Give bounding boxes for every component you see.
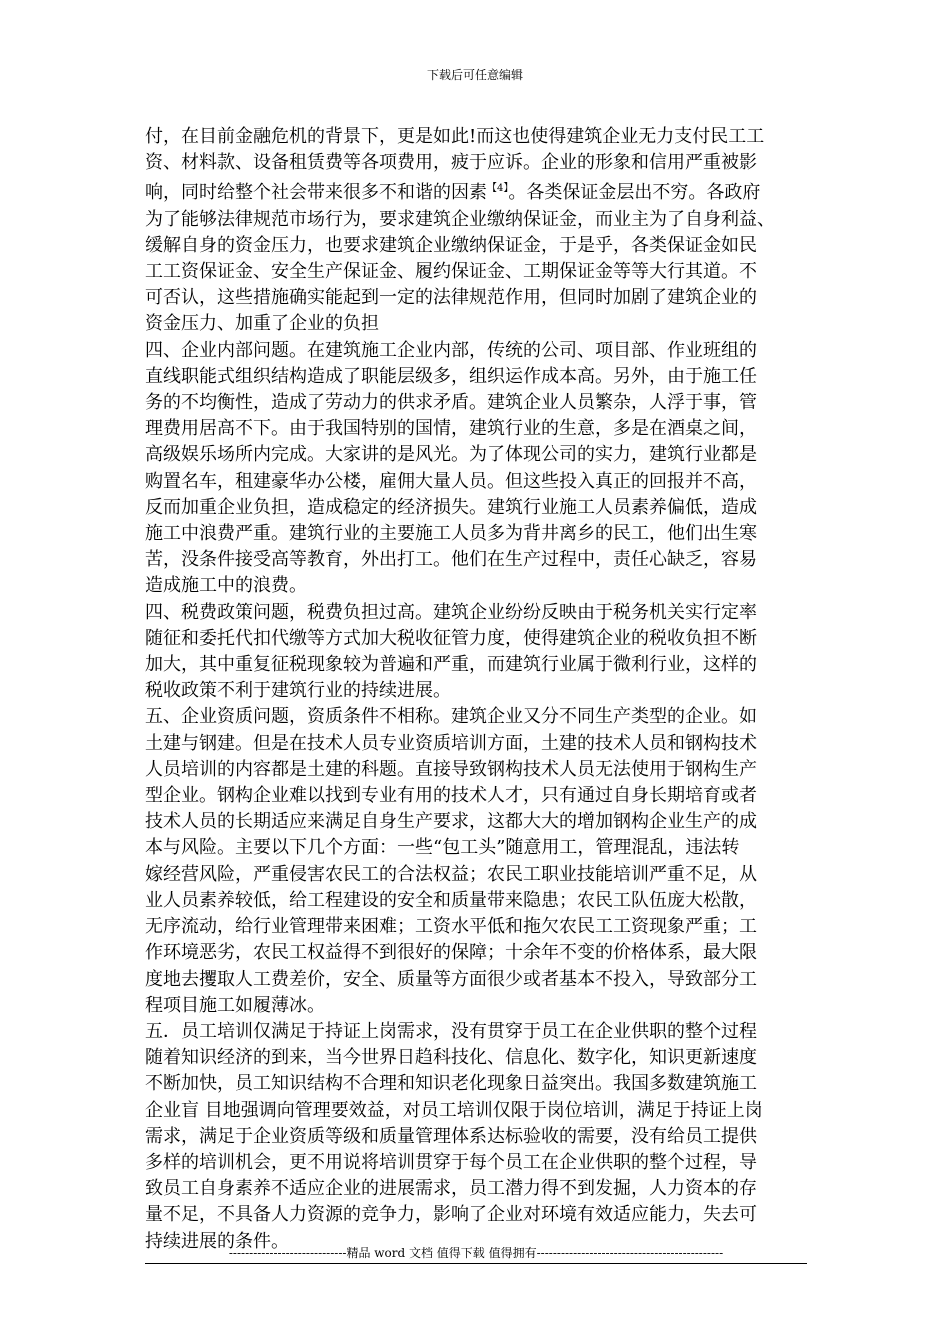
text-line: 无序流动，给行业管理带来困难；工资水平低和拖欠农民工工资现象严重；工 <box>145 916 757 938</box>
text-line: 量不足，不具备人力资源的竞争力，影响了企业对环境有效适应能力，失去可 <box>145 1204 757 1226</box>
citation-marker: 【4】 <box>487 183 509 195</box>
text-line-segment: 。各类保证金层出不穷。各政府 <box>508 182 761 204</box>
text-line: 高级娱乐场所内完成。大家讲的是风光。为了体现公司的实力，建筑行业都是 <box>145 444 757 466</box>
text-line: 多样的培训机会，更不用说将培训贯穿于每个员工在企业供职的整个过程，导 <box>145 1151 757 1173</box>
text-line: 苦，没条件接受高等教育，外出打工。他们在生产过程中，责任心缺乏，容易 <box>145 549 757 571</box>
text-line: 度地去攫取人工费差价，安全、质量等方面很少或者基本不投入，导致部分工 <box>145 968 757 990</box>
text-line: 程项目施工如履薄冰。 <box>145 994 325 1016</box>
text-line: 五、企业资质问题，资质条件不相称。建筑企业又分不同生产类型的企业。如 <box>145 706 757 728</box>
text-line: 可否认，这些措施确实能起到一定的法律规范作用，但同时加剧了建筑企业的 <box>145 287 757 309</box>
text-line: 四、企业内部问题。在建筑施工企业内部，传统的公司、项目部、作业班组的 <box>145 339 757 361</box>
text-line: 业人员素养较低，给工程建设的安全和质量带来隐患；农民工队伍庞大松散， <box>145 889 757 911</box>
text-line: 土建与钢建。但是在技术人员专业资质培训方面，土建的技术人员和钢构技术 <box>145 732 757 754</box>
text-line: 加大，其中重复征税现象较为普遍和严重，而建筑行业属于微利行业，这样的 <box>145 654 757 676</box>
text-line-segment: 响，同时给整个社会带来很多不和谐的因素 <box>145 182 487 204</box>
text-line: 致员工自身素养不适应企业的进展需求，员工潜力得不到发掘，人力资本的存 <box>145 1178 757 1200</box>
text-line: 造成施工中的浪费。 <box>145 575 307 597</box>
text-line: 技术人员的长期适应来满足自身生产要求，这都大大的增加钢构企业生产的成 <box>145 811 757 833</box>
text-line: 企业盲 目地强调向管理要效益，对员工培训仅限于岗位培训，满足于持证上岗 <box>145 1099 763 1121</box>
text-line: 需求，满足于企业资质等级和质量管理体系达标验收的需要，没有给员工提供 <box>145 1125 757 1147</box>
text-line: 税收政策不利于建筑行业的持续进展。 <box>145 680 451 702</box>
text-line: 型企业。钢构企业难以找到专业有用的技术人才，只有通过自身长期培育或者 <box>145 785 757 807</box>
text-line: 施工中浪费严重。建筑行业的主要施工人员多为背井离乡的民工，他们出生寒 <box>145 523 757 545</box>
text-line: 务的不均衡性，造成了劳动力的供求矛盾。建筑企业人员繁杂，人浮于事，管 <box>145 392 757 414</box>
text-line: 资金压力、加重了企业的负担 <box>145 313 379 335</box>
text-line: 作环境恶劣，农民工权益得不到很好的保障；十余年不变的价格体系，最大限 <box>145 942 757 964</box>
text-line: 工工资保证金、安全生产保证金、履约保证金、工期保证金等等大行其道。不 <box>145 261 757 283</box>
page-footer: -----------------------------精品 word 文档 值得下载 值得拥有---------------------------------------------- <box>228 1246 724 1260</box>
text-line: 直线职能式组织结构造成了职能层级多，组织运作成本高。另外，由于施工任 <box>145 365 757 387</box>
text-line: 随着知识经济的到来，当今世界日趋科技化、信息化、数字化，知识更新速度 <box>145 1047 757 1069</box>
text-line: 付，在目前金融危机的背景下，更是如此!而这也使得建筑企业无力支付民工工 <box>145 126 765 147</box>
text-line: 资、材料款、设备租赁费等各项费用，疲于应诉。企业的形象和信用严重被影 <box>145 152 757 174</box>
text-line <box>145 176 805 206</box>
text-line: 本与风险。主要以下几个方面：一些“包工头”随意用工，管理混乱，违法转 <box>145 837 740 859</box>
text-line: 理费用居高不下。由于我国特别的国情，建筑行业的生意，多是在酒桌之间， <box>145 418 757 440</box>
text-line: 随征和委托代扣代缴等方式加大税收征管力度，使得建筑企业的税收负担不断 <box>145 627 757 649</box>
text-line: 四、税费政策问题，税费负担过高。建筑企业纷纷反映由于税务机关实行定率 <box>145 601 757 623</box>
text-line: 缓解自身的资金压力，也要求建筑企业缴纳保证金，于是乎，各类保证金如民 <box>145 234 757 256</box>
text-line: 五．员工培训仅满足于持证上岗需求，没有贯穿于员工在企业供职的整个过程 <box>145 1020 757 1042</box>
page-header: 下载后可任意编辑 <box>426 68 523 82</box>
text-line: 反而加重企业负担，造成稳定的经济损失。建筑行业施工人员素养偏低，造成 <box>145 496 757 518</box>
text-line: 人员培训的内容都是土建的科题。直接导致钢构技术人员无法使用于钢构生产 <box>145 758 757 780</box>
text-line: 不断加快，员工知识结构不合理和知识老化现象日益突出。我国多数建筑施工 <box>145 1073 757 1095</box>
text-line: 持续进展的条件。 <box>145 1230 289 1252</box>
text-line: 购置名车，租建豪华办公楼，雇佣大量人员。但这些投入真正的回报并不高， <box>145 470 757 492</box>
document-body <box>145 124 805 1255</box>
text-line: 嫁经营风险，严重侵害农民工的合法权益；农民工职业技能培训严重不足，从 <box>145 863 757 885</box>
footer-divider <box>145 1263 807 1264</box>
text-line: 为了能够法律规范市场行为，要求建筑企业缴纳保证金，而业主为了自身利益、 <box>145 208 775 230</box>
